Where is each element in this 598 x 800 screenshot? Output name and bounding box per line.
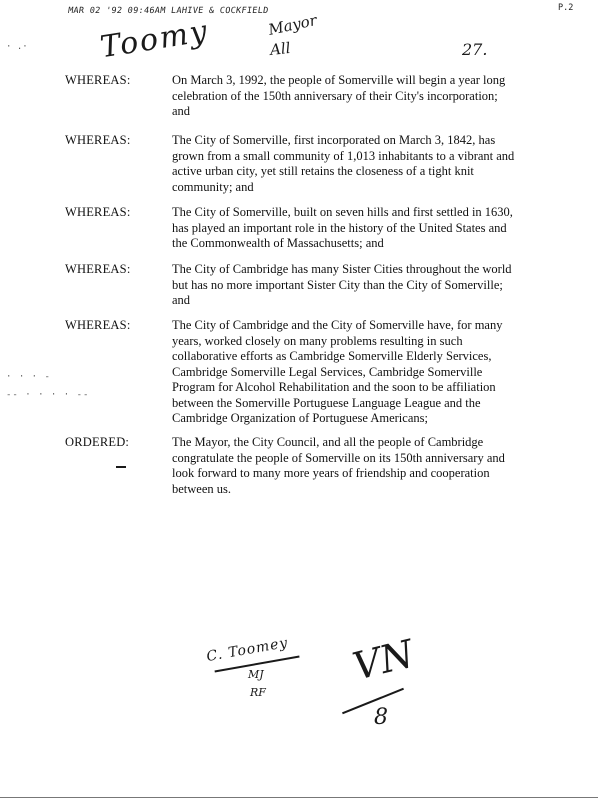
clause-label: WHEREAS: — [65, 133, 131, 147]
clause-line: On March 3, 1992, the people of Somerville will begin a year long — [172, 73, 506, 87]
clause-line: celebration of the 150th anniversary of their City's incorporation; — [172, 88, 498, 103]
clause-line: Cambridge Organization of Portuguese Americans; — [172, 411, 428, 425]
clause-line: between the Somerville Portuguese Language League and the — [172, 395, 481, 410]
clause-line: Cambridge Somerville Legal Services, Cambridge Somerville — [172, 364, 483, 379]
handwritten-mayor: Mayor — [266, 11, 319, 39]
clause-line: grown from a small community of 1,013 inhabitants to a vibrant and — [172, 148, 515, 163]
handwritten-signature: C. Toomey — [205, 634, 290, 666]
handwritten-initials: MJ — [248, 668, 264, 681]
clause-label: ORDERED: — [65, 435, 130, 449]
margin-dash — [116, 466, 126, 468]
handwritten-fraction-bar — [342, 688, 404, 715]
clause-line: has played an important role in the history of the United States and — [172, 220, 507, 235]
clause-line: look forward to many more years of friendship and cooperation — [172, 466, 490, 480]
clause-line: The City of Cambridge and the City of Somerville have, for many — [172, 318, 503, 332]
clause-body — [172, 133, 532, 195]
handwritten-name: Toomy — [97, 13, 212, 66]
handwritten-all: All — [269, 38, 292, 60]
clause-label: WHEREAS: — [65, 262, 131, 276]
clause-line: community; and — [172, 179, 254, 194]
handwritten-number: 27. — [462, 40, 488, 59]
page-bottom-edge — [0, 797, 598, 798]
clause-body — [172, 262, 532, 309]
clause-body — [172, 205, 532, 252]
margin-mark: · .· — [6, 42, 28, 52]
clause-line: the Commonwealth of Massachusetts; and — [172, 236, 384, 250]
clause-line: The Mayor, the City Council, and all the people of Cambridge — [172, 435, 484, 449]
fax-page-number: P.2 — [558, 3, 574, 13]
fax-header-line: MAR 02 '92 09:46AM LAHIVE & COCKFIELD — [67, 6, 270, 16]
clause-body — [172, 73, 532, 120]
handwritten-vote: VN — [348, 631, 419, 689]
margin-mark: · · · - — [6, 372, 51, 382]
clause-line: between us. — [172, 481, 232, 496]
clause-line: years, worked closely on many problems resulting in such — [172, 333, 463, 348]
clause-line: collaborative efforts as Cambridge Somerville Elderly Services, — [172, 349, 492, 363]
clause-line: Program for Alcohol Rehabilitation and the soon to be affiliation — [172, 380, 496, 394]
clause-label: WHEREAS: — [65, 318, 131, 332]
clause-line: congratulate the people of Somerville on its 150th anniversary and — [172, 450, 505, 465]
clause-label: WHEREAS: — [65, 73, 131, 87]
clause-label: WHEREAS: — [65, 205, 131, 219]
clause-line: and — [172, 104, 191, 118]
clause-line: The City of Somerville, built on seven hills and first settled in 1630, — [172, 205, 513, 219]
clause-line: but has no more important Sister City than the City of Somerville; — [172, 277, 503, 292]
clause-line: The City of Cambridge has many Sister Cities throughout the world — [172, 262, 512, 276]
clause-body — [172, 435, 532, 497]
clause-body — [172, 318, 532, 427]
handwritten-initials: RF — [250, 686, 266, 699]
clause-line: The City of Somerville, first incorporated on March 3, 1842, has — [172, 133, 496, 147]
clause-line: and — [172, 293, 191, 307]
handwritten-vote-count: 8 — [374, 705, 388, 730]
clause-line: active urban city, yet still retains the closeness of a tight knit — [172, 164, 474, 178]
margin-mark: -- · · · · -- — [6, 390, 90, 400]
